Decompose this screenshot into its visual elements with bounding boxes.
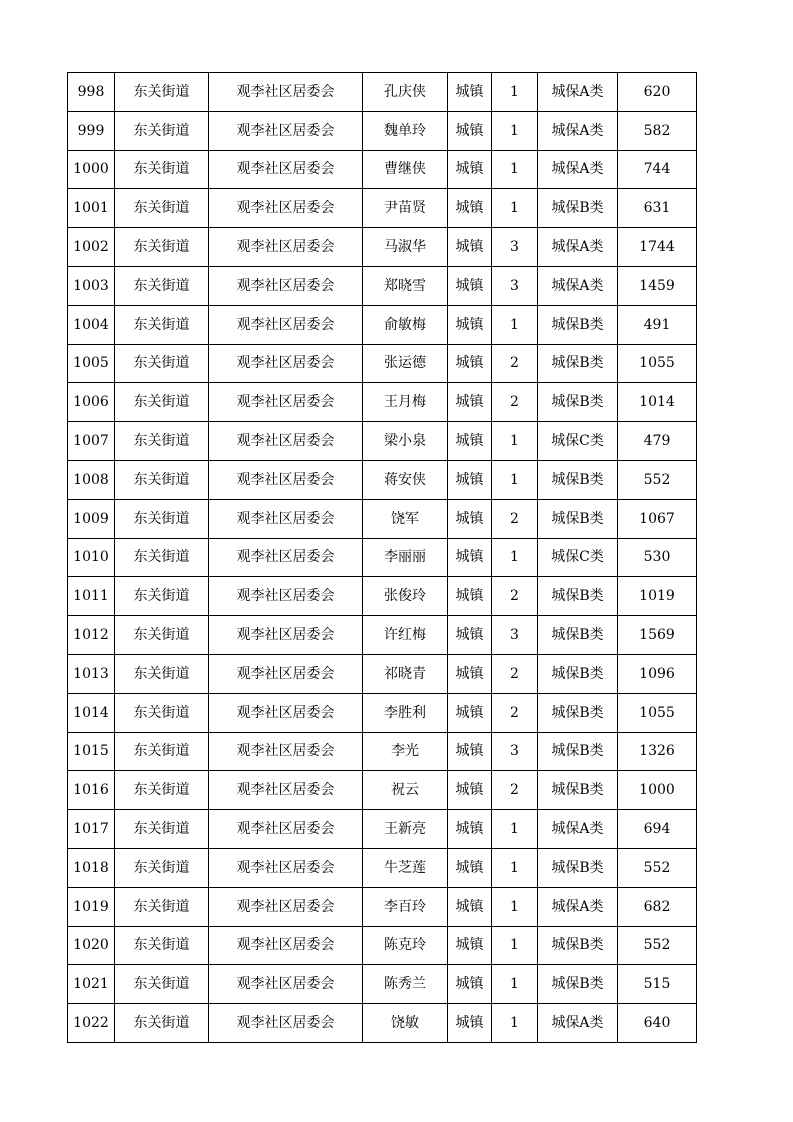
cell-category: 城保A类: [538, 810, 618, 849]
cell-serial-number: 1010: [68, 538, 115, 577]
cell-category: 城保A类: [538, 1004, 618, 1043]
cell-amount: 515: [618, 965, 697, 1004]
cell-household-size: 1: [492, 538, 538, 577]
cell-category: 城保B类: [538, 654, 618, 693]
cell-committee: 观李社区居委会: [209, 460, 363, 499]
cell-serial-number: 1009: [68, 499, 115, 538]
cell-amount: 1326: [618, 732, 697, 771]
cell-area-type: 城镇: [448, 538, 492, 577]
cell-household-size: 1: [492, 189, 538, 228]
cell-committee: 观李社区居委会: [209, 383, 363, 422]
cell-person-name: 李胜利: [363, 693, 448, 732]
cell-area-type: 城镇: [448, 1004, 492, 1043]
cell-committee: 观李社区居委会: [209, 1004, 363, 1043]
cell-category: 城保B类: [538, 189, 618, 228]
cell-street: 东关街道: [115, 73, 209, 112]
cell-amount: 744: [618, 150, 697, 189]
cell-person-name: 尹苗贤: [363, 189, 448, 228]
cell-committee: 观李社区居委会: [209, 422, 363, 461]
cell-committee: 观李社区居委会: [209, 73, 363, 112]
cell-person-name: 张运德: [363, 344, 448, 383]
cell-person-name: 许红梅: [363, 616, 448, 655]
table-row: [68, 189, 697, 228]
table-row: [68, 73, 697, 112]
cell-committee: 观李社区居委会: [209, 305, 363, 344]
table-row: [68, 616, 697, 655]
table-row: [68, 732, 697, 771]
cell-person-name: 李百玲: [363, 887, 448, 926]
table-row: [68, 344, 697, 383]
cell-street: 东关街道: [115, 771, 209, 810]
cell-area-type: 城镇: [448, 616, 492, 655]
table-row: [68, 887, 697, 926]
table-row: [68, 693, 697, 732]
cell-person-name: 饶军: [363, 499, 448, 538]
cell-person-name: 张俊玲: [363, 577, 448, 616]
cell-household-size: 3: [492, 266, 538, 305]
table-row: [68, 305, 697, 344]
cell-household-size: 2: [492, 771, 538, 810]
cell-serial-number: 1018: [68, 848, 115, 887]
cell-amount: 1744: [618, 228, 697, 267]
cell-area-type: 城镇: [448, 771, 492, 810]
cell-street: 东关街道: [115, 383, 209, 422]
cell-area-type: 城镇: [448, 111, 492, 150]
cell-area-type: 城镇: [448, 305, 492, 344]
table-row: [68, 810, 697, 849]
cell-category: 城保A类: [538, 150, 618, 189]
cell-serial-number: 1001: [68, 189, 115, 228]
cell-household-size: 1: [492, 460, 538, 499]
cell-street: 东关街道: [115, 344, 209, 383]
cell-household-size: 3: [492, 616, 538, 655]
cell-committee: 观李社区居委会: [209, 693, 363, 732]
cell-committee: 观李社区居委会: [209, 150, 363, 189]
table-row: [68, 266, 697, 305]
cell-committee: 观李社区居委会: [209, 848, 363, 887]
cell-person-name: 祁晓青: [363, 654, 448, 693]
cell-category: 城保B类: [538, 305, 618, 344]
cell-area-type: 城镇: [448, 73, 492, 112]
cell-person-name: 梁小泉: [363, 422, 448, 461]
cell-household-size: 1: [492, 111, 538, 150]
cell-person-name: 祝云: [363, 771, 448, 810]
cell-serial-number: 1022: [68, 1004, 115, 1043]
cell-committee: 观李社区居委会: [209, 887, 363, 926]
cell-area-type: 城镇: [448, 150, 492, 189]
cell-area-type: 城镇: [448, 654, 492, 693]
cell-amount: 552: [618, 848, 697, 887]
cell-serial-number: 1021: [68, 965, 115, 1004]
cell-household-size: 1: [492, 810, 538, 849]
cell-category: 城保B类: [538, 848, 618, 887]
cell-committee: 观李社区居委会: [209, 732, 363, 771]
cell-street: 东关街道: [115, 887, 209, 926]
cell-committee: 观李社区居委会: [209, 616, 363, 655]
cell-amount: 631: [618, 189, 697, 228]
cell-street: 东关街道: [115, 460, 209, 499]
cell-street: 东关街道: [115, 266, 209, 305]
table-row: [68, 499, 697, 538]
cell-amount: 1569: [618, 616, 697, 655]
cell-committee: 观李社区居委会: [209, 266, 363, 305]
table-row: [68, 848, 697, 887]
cell-household-size: 1: [492, 305, 538, 344]
cell-serial-number: 1015: [68, 732, 115, 771]
cell-person-name: 李光: [363, 732, 448, 771]
cell-amount: 640: [618, 1004, 697, 1043]
cell-area-type: 城镇: [448, 810, 492, 849]
cell-amount: 1055: [618, 693, 697, 732]
cell-person-name: 魏单玲: [363, 111, 448, 150]
cell-serial-number: 1003: [68, 266, 115, 305]
cell-household-size: 1: [492, 887, 538, 926]
table-row: [68, 383, 697, 422]
cell-category: 城保B类: [538, 577, 618, 616]
cell-committee: 观李社区居委会: [209, 499, 363, 538]
cell-household-size: 2: [492, 577, 538, 616]
cell-street: 东关街道: [115, 111, 209, 150]
table-row: [68, 654, 697, 693]
cell-household-size: 1: [492, 150, 538, 189]
cell-committee: 观李社区居委会: [209, 771, 363, 810]
cell-street: 东关街道: [115, 810, 209, 849]
cell-serial-number: 1011: [68, 577, 115, 616]
cell-area-type: 城镇: [448, 344, 492, 383]
table-row: [68, 422, 697, 461]
cell-street: 东关街道: [115, 732, 209, 771]
cell-area-type: 城镇: [448, 693, 492, 732]
cell-household-size: 1: [492, 73, 538, 112]
cell-serial-number: 1013: [68, 654, 115, 693]
cell-amount: 694: [618, 810, 697, 849]
cell-person-name: 陈秀兰: [363, 965, 448, 1004]
cell-committee: 观李社区居委会: [209, 810, 363, 849]
cell-household-size: 3: [492, 228, 538, 267]
cell-serial-number: 1019: [68, 887, 115, 926]
cell-household-size: 1: [492, 848, 538, 887]
cell-serial-number: 1020: [68, 926, 115, 965]
cell-category: 城保A类: [538, 887, 618, 926]
cell-amount: 552: [618, 460, 697, 499]
cell-amount: 1000: [618, 771, 697, 810]
cell-area-type: 城镇: [448, 577, 492, 616]
cell-person-name: 郑晓雪: [363, 266, 448, 305]
cell-street: 东关街道: [115, 848, 209, 887]
cell-person-name: 孔庆侠: [363, 73, 448, 112]
cell-category: 城保A类: [538, 111, 618, 150]
cell-category: 城保B类: [538, 499, 618, 538]
cell-person-name: 王新亮: [363, 810, 448, 849]
cell-category: 城保C类: [538, 538, 618, 577]
cell-amount: 530: [618, 538, 697, 577]
cell-amount: 1014: [618, 383, 697, 422]
cell-committee: 观李社区居委会: [209, 189, 363, 228]
cell-category: 城保A类: [538, 73, 618, 112]
cell-category: 城保B类: [538, 926, 618, 965]
cell-serial-number: 1007: [68, 422, 115, 461]
cell-serial-number: 1012: [68, 616, 115, 655]
cell-committee: 观李社区居委会: [209, 228, 363, 267]
cell-serial-number: 998: [68, 73, 115, 112]
cell-area-type: 城镇: [448, 965, 492, 1004]
cell-household-size: 1: [492, 422, 538, 461]
cell-person-name: 蒋安侠: [363, 460, 448, 499]
cell-serial-number: 1014: [68, 693, 115, 732]
cell-committee: 观李社区居委会: [209, 577, 363, 616]
roster-table: [67, 72, 697, 1043]
cell-household-size: 1: [492, 1004, 538, 1043]
cell-amount: 552: [618, 926, 697, 965]
cell-category: 城保B类: [538, 344, 618, 383]
cell-area-type: 城镇: [448, 848, 492, 887]
cell-person-name: 牛芝莲: [363, 848, 448, 887]
cell-street: 东关街道: [115, 577, 209, 616]
cell-serial-number: 999: [68, 111, 115, 150]
table-row: [68, 771, 697, 810]
cell-committee: 观李社区居委会: [209, 344, 363, 383]
cell-category: 城保B类: [538, 693, 618, 732]
cell-household-size: 2: [492, 383, 538, 422]
table-row: [68, 1004, 697, 1043]
cell-area-type: 城镇: [448, 499, 492, 538]
table-row: [68, 577, 697, 616]
cell-committee: 观李社区居委会: [209, 926, 363, 965]
cell-category: 城保B类: [538, 732, 618, 771]
cell-street: 东关街道: [115, 150, 209, 189]
cell-street: 东关街道: [115, 1004, 209, 1043]
cell-serial-number: 1006: [68, 383, 115, 422]
cell-amount: 491: [618, 305, 697, 344]
cell-amount: 1067: [618, 499, 697, 538]
cell-category: 城保C类: [538, 422, 618, 461]
cell-serial-number: 1002: [68, 228, 115, 267]
cell-area-type: 城镇: [448, 189, 492, 228]
cell-area-type: 城镇: [448, 926, 492, 965]
cell-household-size: 2: [492, 499, 538, 538]
cell-household-size: 3: [492, 732, 538, 771]
cell-category: 城保B类: [538, 616, 618, 655]
cell-household-size: 2: [492, 344, 538, 383]
cell-serial-number: 1004: [68, 305, 115, 344]
cell-serial-number: 1016: [68, 771, 115, 810]
cell-street: 东关街道: [115, 693, 209, 732]
cell-area-type: 城镇: [448, 266, 492, 305]
cell-category: 城保A类: [538, 228, 618, 267]
cell-serial-number: 1008: [68, 460, 115, 499]
cell-amount: 620: [618, 73, 697, 112]
cell-amount: 1096: [618, 654, 697, 693]
cell-committee: 观李社区居委会: [209, 111, 363, 150]
table-row: [68, 965, 697, 1004]
roster-body: [68, 73, 697, 1043]
cell-person-name: 马淑华: [363, 228, 448, 267]
cell-category: 城保A类: [538, 266, 618, 305]
cell-area-type: 城镇: [448, 887, 492, 926]
cell-committee: 观李社区居委会: [209, 538, 363, 577]
cell-person-name: 俞敏梅: [363, 305, 448, 344]
cell-area-type: 城镇: [448, 383, 492, 422]
cell-committee: 观李社区居委会: [209, 654, 363, 693]
cell-street: 东关街道: [115, 616, 209, 655]
cell-street: 东关街道: [115, 654, 209, 693]
table-row: [68, 460, 697, 499]
cell-area-type: 城镇: [448, 732, 492, 771]
table-row: [68, 111, 697, 150]
cell-area-type: 城镇: [448, 228, 492, 267]
cell-street: 东关街道: [115, 422, 209, 461]
cell-serial-number: 1000: [68, 150, 115, 189]
cell-amount: 1019: [618, 577, 697, 616]
cell-area-type: 城镇: [448, 460, 492, 499]
cell-household-size: 2: [492, 693, 538, 732]
cell-amount: 1055: [618, 344, 697, 383]
cell-street: 东关街道: [115, 538, 209, 577]
table-row: [68, 228, 697, 267]
cell-serial-number: 1017: [68, 810, 115, 849]
cell-category: 城保B类: [538, 460, 618, 499]
cell-household-size: 1: [492, 965, 538, 1004]
cell-area-type: 城镇: [448, 422, 492, 461]
cell-amount: 479: [618, 422, 697, 461]
cell-category: 城保B类: [538, 383, 618, 422]
cell-person-name: 饶敏: [363, 1004, 448, 1043]
cell-street: 东关街道: [115, 228, 209, 267]
cell-street: 东关街道: [115, 926, 209, 965]
table-row: [68, 150, 697, 189]
cell-serial-number: 1005: [68, 344, 115, 383]
cell-person-name: 李丽丽: [363, 538, 448, 577]
cell-street: 东关街道: [115, 305, 209, 344]
cell-household-size: 1: [492, 926, 538, 965]
cell-household-size: 2: [492, 654, 538, 693]
table-row: [68, 538, 697, 577]
cell-street: 东关街道: [115, 189, 209, 228]
cell-category: 城保B类: [538, 965, 618, 1004]
cell-person-name: 陈克玲: [363, 926, 448, 965]
cell-committee: 观李社区居委会: [209, 965, 363, 1004]
table-row: [68, 926, 697, 965]
cell-street: 东关街道: [115, 499, 209, 538]
cell-amount: 1459: [618, 266, 697, 305]
cell-category: 城保B类: [538, 771, 618, 810]
cell-street: 东关街道: [115, 965, 209, 1004]
cell-person-name: 曹继侠: [363, 150, 448, 189]
cell-amount: 582: [618, 111, 697, 150]
cell-person-name: 王月梅: [363, 383, 448, 422]
cell-amount: 682: [618, 887, 697, 926]
